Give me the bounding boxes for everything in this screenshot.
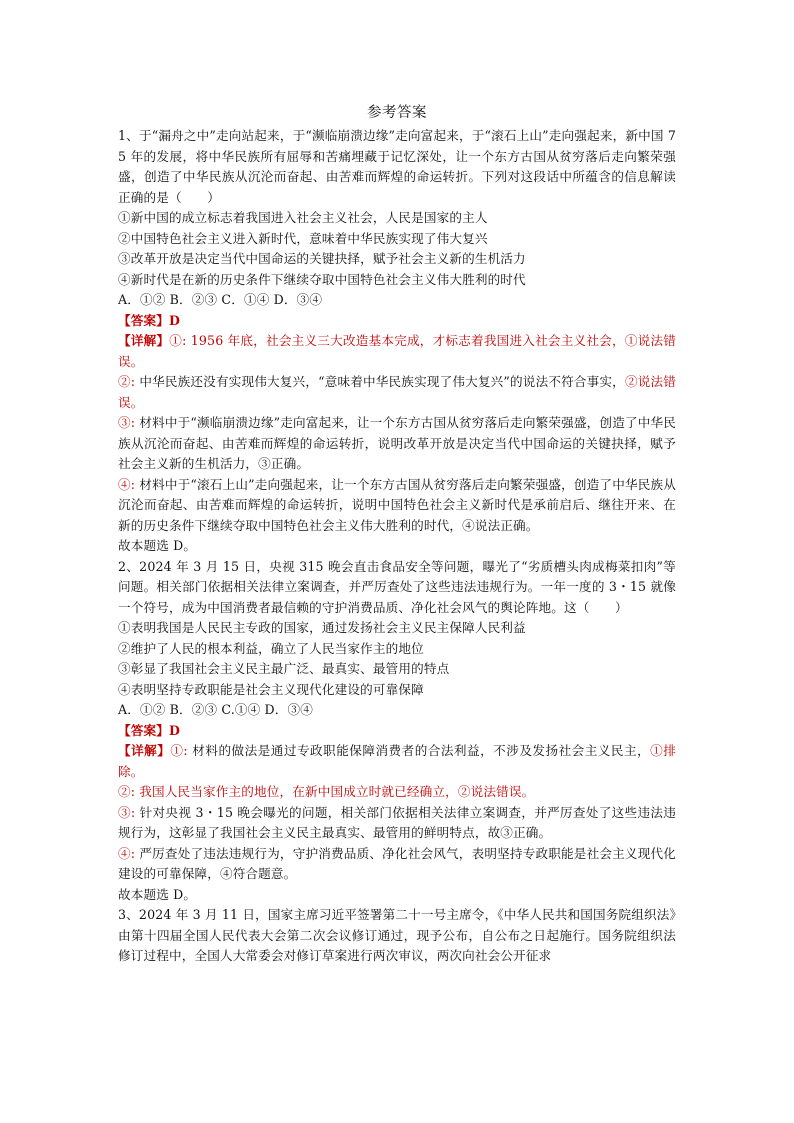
answer-label: 【答案】 bbox=[118, 312, 169, 328]
option-3: ③彰显了我国社会主义民主最广泛、最真实、最管用的特点 bbox=[118, 661, 450, 676]
question-stem: 2、2024 年 3 月 15 日，央视 315 晚会直击食品安全等问题，曝光了“劣质槽头肉成梅菜扣肉”等问题。相关部门依据相关法律立案调查，并严厉查处了这些违法违规行为。一年一度的 3・15 就像一个符号，成为中国消费者最信赖的守护消费品质、净化社会风气的舆论阵地。这（ ） bbox=[118, 558, 676, 615]
answer-choices: A．①② B．②③ C.①④ D．③④ bbox=[118, 702, 314, 717]
option-4: ④新时代是在新的历史条件下继续夺取中国特色社会主义伟大胜利的时代 bbox=[118, 271, 526, 287]
question-3 bbox=[118, 905, 676, 967]
detail-mark: ③: bbox=[118, 415, 136, 430]
option-2: ②维护了人民的根本利益，确立了人民当家作主的地位 bbox=[118, 640, 424, 656]
detail-text: 材料的做法是通过专政职能保障消费者的合法利益，不涉及发扬社会主义民主， bbox=[187, 743, 651, 758]
detail-mark: ①: bbox=[170, 743, 188, 758]
question-1 bbox=[118, 126, 676, 557]
question-2 bbox=[118, 557, 676, 906]
detail-label: 【详解】 bbox=[118, 743, 171, 758]
answer-value: D bbox=[168, 312, 181, 328]
detail-verdict: ①说法错误。 bbox=[118, 333, 676, 369]
detail-text: 材料中于“濒临崩溃边缘”走向富起来，让一个东方古国从贫穷落后走向繁荣强盛，创造了中华民族从沉沦而奋起、由苦难而辉煌的命运转折，说明改革开放是决定当代中国命运的关键抉择，赋予社会主义新的生机活力，③正确。 bbox=[118, 415, 677, 471]
answer-label: 【答案】 bbox=[118, 722, 169, 738]
question-stem: 1、于“漏舟之中”走向站起来，于“濒临崩溃边缘”走向富起来，于“滚石上山”走向强起来，新中国 75 年的发展，将中华民族所有屈辱和苦痛埋藏于记忆深处，让一个东方古国从贫穷落后走向繁荣强盛，创造了中华民族从沉沦而奋起、由苦难而辉煌的命运转折。下列对这段话中所蕴含的信息解读正确的是（ ） bbox=[118, 128, 676, 205]
conclusion: 故本题选 D。 bbox=[118, 538, 197, 553]
detail-3 bbox=[118, 803, 676, 844]
detail-label: 【详解】 bbox=[118, 333, 170, 348]
detail-text: 严厉查处了违法违规行为，守护消费品质、净化社会风气，表明坚持专政职能是社会主义现代化建设的可靠保障，④符合题意。 bbox=[118, 845, 676, 881]
detail-mark: ②: bbox=[118, 374, 136, 389]
option-1: ①新中国的成立标志着我国进入社会主义社会，人民是国家的主人 bbox=[118, 210, 488, 225]
detail-3 bbox=[118, 413, 676, 475]
detail-4 bbox=[118, 844, 676, 885]
detail-2 bbox=[118, 372, 676, 413]
detail-mark: ④: bbox=[118, 476, 136, 492]
detail-verdict: ②说法错误。 bbox=[118, 374, 676, 410]
option-1: ①表明我国是人民民主专政的国家，通过发扬社会主义民主保障人民利益 bbox=[118, 620, 526, 635]
detail-1 bbox=[118, 331, 676, 372]
detail-4 bbox=[118, 475, 676, 537]
detail-1 bbox=[118, 741, 676, 782]
detail-verdict: ①排除。 bbox=[118, 743, 676, 779]
option-2: ②中国特色社会主义进入新时代，意味着中华民族实现了伟大复兴 bbox=[118, 230, 488, 246]
detail-text: 材料中于“滚石上山”走向强起来，让一个东方古国从贫穷落后走向繁荣强盛，创造了中华民族从沉沦而奋起、由苦难而辉煌的命运转折，说明中国特色社会主义新时代是承前启后、继往开来、在新的历史条件下继续夺取中国特色社会主义伟大胜利的时代，④说法正确。 bbox=[118, 476, 677, 533]
conclusion: 故本题选 D。 bbox=[118, 886, 197, 902]
detail-text: 1956 年底，社会主义三大改造基本完成，才标志着我国进入社会主义社会， bbox=[186, 333, 625, 348]
answer-choices: A．①② B．②③ C．①④ D．③④ bbox=[118, 292, 323, 307]
detail-mark: ③: bbox=[118, 804, 136, 820]
page-title: 参考答案 bbox=[367, 105, 427, 121]
detail-mark: ①: bbox=[169, 333, 187, 348]
answer-line bbox=[118, 311, 676, 332]
detail-mark: ②: bbox=[118, 784, 136, 799]
answer-line bbox=[118, 721, 676, 742]
option-3: ③改革开放是决定当代中国命运的关键抉择，赋予社会主义新的生机活力 bbox=[118, 251, 526, 266]
detail-verdict: 我国人民当家作主的地位，在新中国成立时就已经确立，②说法错误。 bbox=[135, 784, 535, 799]
answer-page bbox=[118, 100, 676, 967]
detail-text: 针对央视 3・15 晚会曝光的问题，相关部门依据相关法律立案调查，并严厉查处了这些违法违规行为，这彰显了我国社会主义民主最真实、最管用的鲜明特点，故③正确。 bbox=[118, 804, 677, 840]
question-stem: 3、2024 年 3 月 11 日，国家主席习近平签署第二十一号主席令，《中华人民共和国国务院组织法》由第十四届全国人民代表大会第二次会议修订通过，现予公布，自公布之日起施行。国务院组织法修订过程中，全国人大常委会对修订草案进行两次审议，两次向社会公开征求 bbox=[118, 907, 676, 963]
detail-mark: ④: bbox=[118, 845, 136, 861]
answer-value: D bbox=[168, 722, 181, 738]
detail-text: 中华民族还没有实现伟大复兴，“意味着中华民族实现了伟大复兴”的说法不符合事实， bbox=[135, 374, 625, 389]
detail-2 bbox=[118, 782, 676, 803]
option-4: ④表明坚持专政职能是社会主义现代化建设的可靠保障 bbox=[118, 681, 424, 697]
